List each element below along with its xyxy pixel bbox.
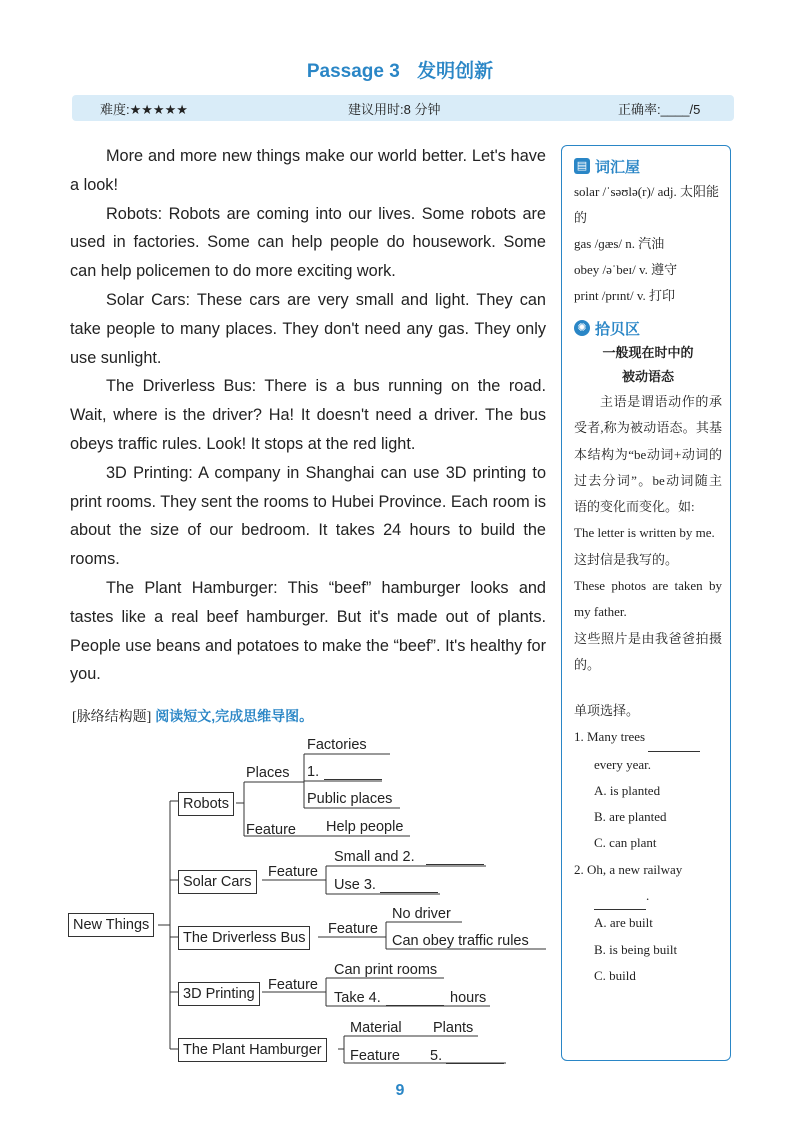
node-new-things: New Things — [68, 913, 154, 937]
label-feature: Feature — [246, 822, 296, 838]
accuracy: 正确率:____/5 — [618, 102, 701, 117]
vocab-item: gas /ɡæs/ n. 汽油 — [574, 236, 665, 251]
mindmap-title: [脉络结构题] 阅读短文,完成思维导图。 — [72, 708, 314, 725]
grammar-heading-2: 被动语态 — [621, 369, 674, 384]
example-1-cn: 这封信是我写的。 — [574, 551, 679, 567]
paragraph: 3D Printing: A company in Shanghai can use 3D printing to print rooms. They sent the rooms to Hubei Province. Each room is about the size of our bedroom. It takes 24 hours to build the rooms. — [70, 463, 546, 569]
option[interactable]: B. are planted — [594, 809, 667, 825]
page-number: 9 — [395, 1082, 405, 1099]
label-feature: Feature — [268, 977, 318, 993]
label-places: Places — [246, 765, 290, 781]
label-no-driver: No driver — [392, 906, 451, 922]
answer-blank-3[interactable] — [380, 875, 438, 893]
label-factories: Factories — [307, 737, 367, 753]
shell-icon: ✺ — [574, 320, 590, 336]
grammar-title: ✺ 拾贝区 — [574, 315, 722, 341]
suggested-time: 建议用时:8 分钟 — [348, 102, 441, 117]
paragraph: More and more new things make our world better. Let's have a look! — [70, 147, 546, 194]
option[interactable]: C. build — [594, 967, 636, 983]
option[interactable]: A. is planted — [594, 782, 661, 798]
passage-number: Passage 3 — [306, 61, 400, 82]
node-3d-printing: 3D Printing — [178, 982, 260, 1006]
node-driverless-bus: The Driverless Bus — [178, 926, 310, 950]
answer-blank-2[interactable] — [426, 847, 484, 865]
paragraph: The Driverless Bus: There is a bus running on the road. Wait, where is the driver? Ha! It doesn't need a driver. The bus obeys traffic rules. Look! It stops at the red light. — [70, 377, 546, 453]
example-1-en: The letter is written by me. — [574, 525, 715, 541]
node-robots: Robots — [178, 792, 234, 816]
mindmap-instruction: 阅读短文,完成思维导图。 — [155, 708, 314, 724]
paragraph: Robots: Robots are coming into our lives. Some robots are used in factories. Some can help people do housework. Some can help policemen to do more exciting work. — [70, 204, 546, 281]
label-feature: Feature — [350, 1048, 400, 1064]
label-hours: hours — [450, 990, 487, 1006]
label-help-people: Help people — [326, 819, 404, 835]
grammar-explanation: 主语是谓语动作的承受者,称为被动语态。其基本结构为“be动词+动词的过去分词”。be动词随主语的变化而变化。如: The letter is written by me. 这封信是我写的。 These photos are taken by my father. 这些照片是由我爸爸拍摄的。 — [574, 389, 722, 678]
option[interactable]: A. are built — [594, 915, 653, 931]
label-blank-5: 5. — [430, 1048, 443, 1064]
label-take-4: Take 4. — [334, 990, 381, 1006]
exercise-title: 单项选择。 — [574, 703, 640, 719]
answer-blank-4[interactable] — [386, 988, 444, 1006]
paragraph: The Plant Hamburger: This “beef” hamburger looks and tastes like a real beef hamburger. But it's made out of plants. People use beans and potatoes to make the “beef”. It's healthy for you. — [70, 578, 546, 684]
paragraph: Solar Cars: These cars are very small and light. They can take people to many places. They don't need any gas. They only use sunlight. — [70, 290, 546, 367]
label-obey-rules: Can obey traffic rules — [392, 933, 529, 949]
label-public-places: Public places — [307, 791, 393, 807]
example-2-en: These photos are taken by my father. — [574, 578, 722, 620]
grammar-heading-1: 一般现在时中的 — [602, 345, 694, 360]
node-solar-cars: Solar Cars — [178, 870, 257, 894]
label-material: Material — [350, 1020, 402, 1036]
difficulty: 难度:★★★★★ — [100, 102, 188, 117]
answer-blank-5[interactable] — [446, 1046, 504, 1064]
label-blank-1: 1. — [307, 764, 320, 780]
label-print-rooms: Can print rooms — [334, 962, 438, 978]
option[interactable]: C. can plant — [594, 835, 657, 851]
label-small-and-2: Small and 2. — [334, 849, 415, 865]
label-feature: Feature — [268, 864, 318, 880]
label-use-3: Use 3. — [334, 877, 376, 893]
example-2-cn: 这些照片是由我爸爸拍摄的。 — [574, 630, 722, 672]
book-icon: ▤ — [574, 158, 590, 174]
answer-blank-1[interactable] — [324, 762, 382, 780]
option[interactable]: B. is being built — [594, 941, 678, 957]
question-type: 脉络结构题 — [76, 710, 147, 725]
vocab-item: print /prɪnt/ v. 打印 — [574, 288, 675, 303]
label-feature: Feature — [328, 921, 378, 937]
vocab-item: obey /əˈbeɪ/ v. 遵守 — [574, 262, 678, 277]
passage-topic: 发明创新 — [417, 61, 494, 82]
label-plants: Plants — [433, 1020, 474, 1036]
vocab-title: ▤ 词汇屋 — [574, 153, 722, 179]
question-2: 2. Oh, a new railway . A. are built B. is being built C. build — [574, 857, 722, 989]
vocab-item: solar /ˈsəʊlə(r)/ adj. 太阳能的 — [574, 184, 720, 225]
question-1: 1. Many trees every year. A. is planted B. are planted C. can plant — [574, 724, 722, 856]
node-plant-hamburger: The Plant Hamburger — [178, 1038, 327, 1062]
